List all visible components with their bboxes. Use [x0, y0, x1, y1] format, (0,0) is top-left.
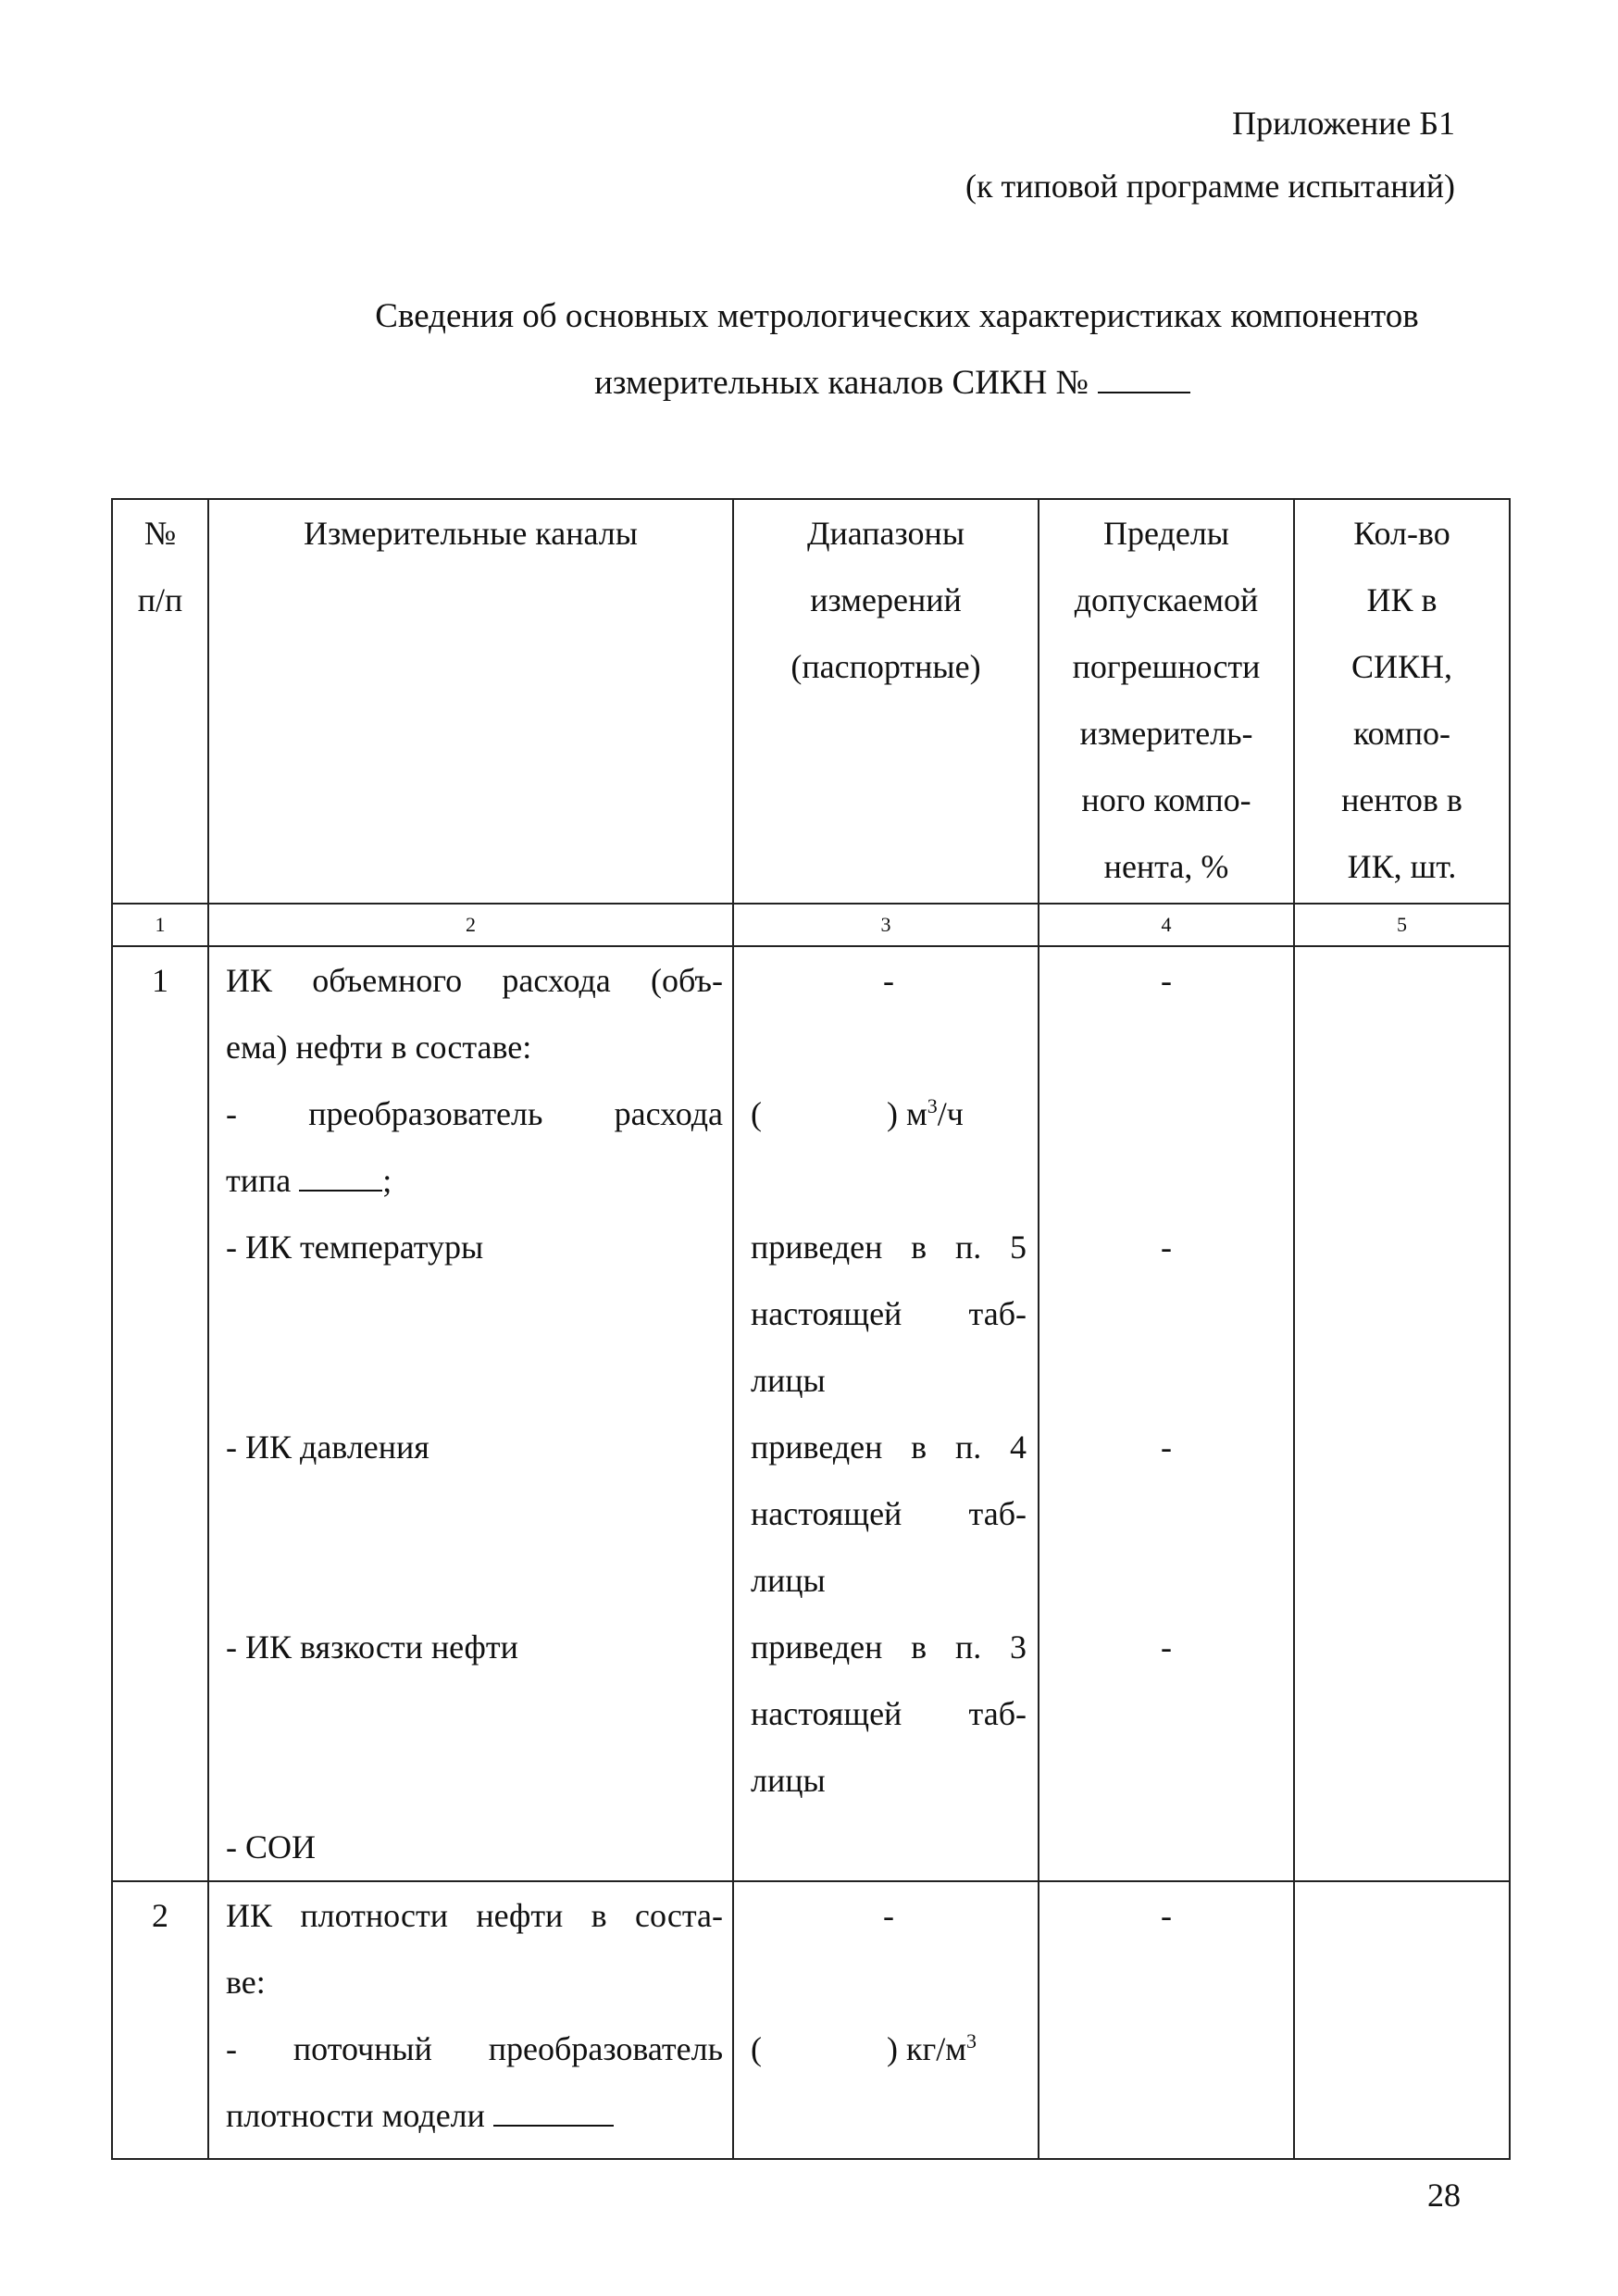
measurement-range: - ( ) $кг/м^3$ [733, 1881, 1039, 2159]
document-title-line2 [0, 363, 1618, 403]
blank-field [1098, 366, 1190, 393]
blank-field [493, 2097, 614, 2127]
header-number: № п/п [112, 499, 208, 904]
appendix-label: Приложение Б1 [1232, 105, 1455, 142]
quantity [1294, 946, 1510, 1881]
column-number: 1 [112, 904, 208, 946]
header-channels: Измерительные каналы [208, 499, 733, 904]
column-number: 4 [1039, 904, 1294, 946]
channel-description: ИК плотности нефти в соста- ве: - поточный преобразователь плотности модели [208, 1881, 733, 2159]
column-number: 2 [208, 904, 733, 946]
appendix-subtitle: (к типовой программе испытаний) [965, 168, 1455, 205]
header-error-limits: Пределы допускаемой погрешности измеритель- ного компо- нента, % [1039, 499, 1294, 904]
document-title-line1: Сведения об основных метрологических характеристиках компонентов [375, 297, 1419, 335]
page-number: 28 [1427, 2177, 1461, 2214]
characteristics-table [111, 498, 1511, 2160]
row-number: 2 [112, 1881, 208, 2159]
table-header-row [112, 499, 1510, 904]
header-ranges: Диапазоны измерений (паспортные) [733, 499, 1039, 904]
column-number-row [112, 904, 1510, 946]
row-number: 1 [112, 946, 208, 1881]
column-number: 5 [1294, 904, 1510, 946]
measurement-range: - ( ) $м^3/ч$ приведен в п. 5 настоящей таб- лицы приведен в п. 4 настоящей таб- лицы приведен в п. 3 настоящей таб- лицы [733, 946, 1039, 1881]
table-row [112, 946, 1510, 1881]
header-quantity: Кол-во ИК в СИКН, компо- нентов в ИК, шт. [1294, 499, 1510, 904]
error-limits: - [1039, 1881, 1294, 2159]
title-text: измерительных каналов СИКН № [594, 364, 1089, 402]
quantity [1294, 1881, 1510, 2159]
channel-description: ИК объемного расхода (объ- ема) нефти в составе: - преобразователь расхода типа ; - ИК температуры - ИК давления - ИК вязкости нефти - СОИ [208, 946, 733, 1881]
error-limits: - - - - [1039, 946, 1294, 1881]
table-row [112, 1881, 1510, 2159]
blank-field [299, 1162, 382, 1192]
column-number: 3 [733, 904, 1039, 946]
